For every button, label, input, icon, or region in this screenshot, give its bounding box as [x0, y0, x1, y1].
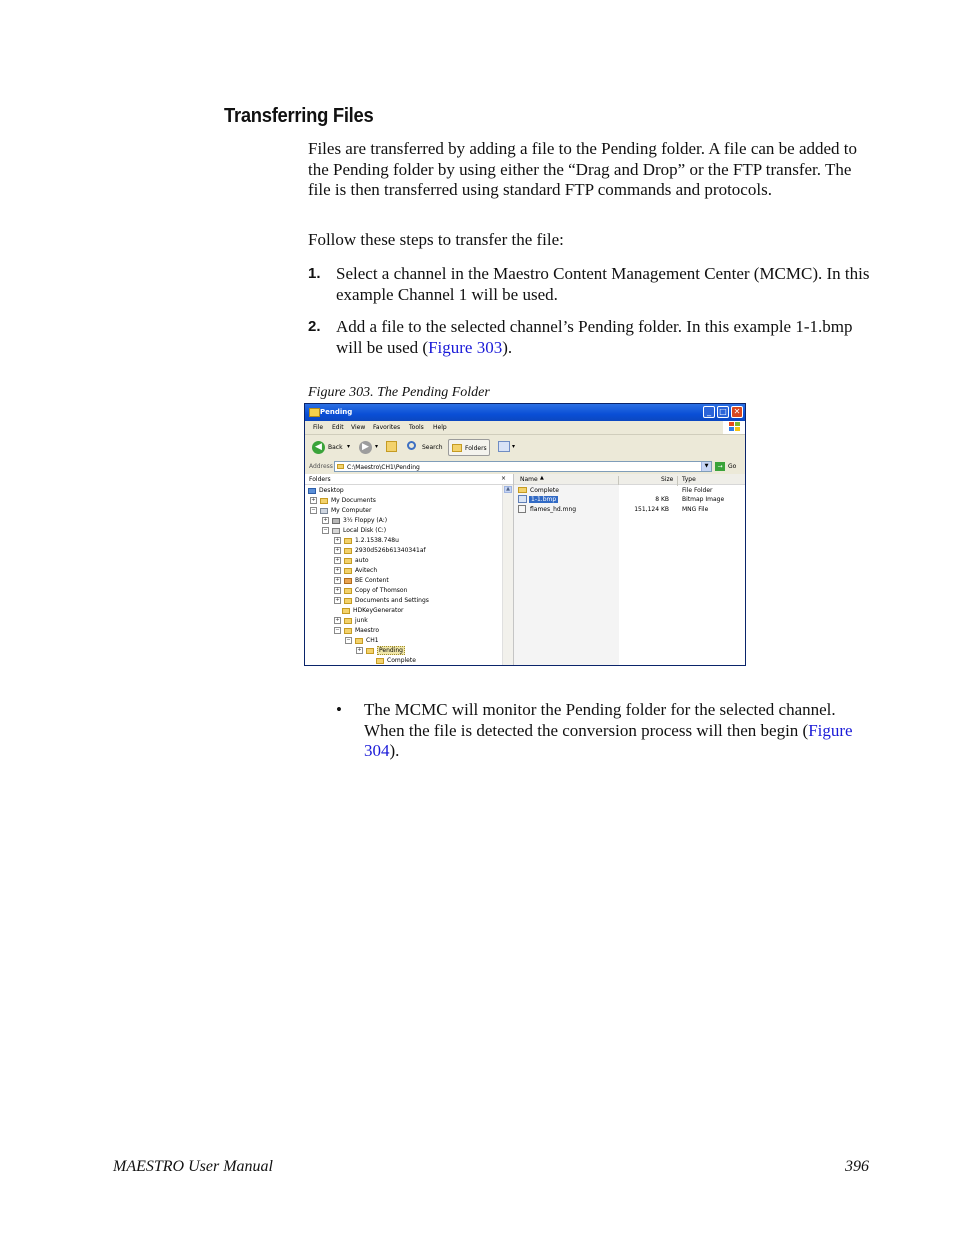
tree-item-label: 1.2.1538.748u	[355, 537, 399, 544]
footer-title: MAESTRO User Manual	[113, 1158, 273, 1175]
page-number: 396	[845, 1158, 869, 1175]
file-row-mng[interactable]	[514, 505, 745, 514]
back-dropdown-icon[interactable]: ▾	[347, 443, 351, 450]
folders-scrollbar[interactable]	[502, 485, 513, 665]
tree-item-label: Copy of Thomson	[355, 587, 408, 594]
folder-icon	[344, 568, 352, 574]
folder-icon	[344, 628, 352, 634]
step-2	[308, 316, 870, 358]
file-type: MNG File	[682, 506, 709, 513]
scroll-up-icon[interactable]: ▲	[504, 486, 512, 493]
figure-303-link[interactable]: Figure 303	[428, 338, 503, 357]
bullet-item	[336, 700, 870, 762]
address-input[interactable]	[334, 461, 712, 472]
menu-file[interactable]: File	[313, 424, 324, 431]
search-icon[interactable]	[407, 441, 416, 450]
tree-item-folder[interactable]	[342, 607, 403, 617]
tree-item-folder[interactable]	[334, 587, 407, 597]
disk-icon	[332, 528, 340, 534]
file-row-bmp[interactable]	[514, 495, 745, 504]
expand-icon[interactable]: +	[323, 517, 328, 523]
menu-tools[interactable]: Tools	[409, 424, 424, 431]
expand-icon[interactable]: +	[335, 577, 340, 583]
file-type: File Folder	[682, 487, 713, 494]
tree-item-label: My Computer	[331, 507, 372, 514]
bullet-text-after: ).	[389, 741, 400, 760]
file-name: flames_hd.mng	[530, 506, 577, 513]
go-label[interactable]: Go	[728, 463, 737, 470]
section-heading: Transferring Files	[224, 105, 374, 127]
tree-item-maestro[interactable]	[334, 627, 379, 637]
tree-item-label: 3½ Floppy (A:)	[343, 517, 388, 524]
up-folder-icon[interactable]	[386, 441, 397, 452]
file-list-pane	[514, 474, 745, 665]
tree-item-label: Avitech	[355, 567, 378, 574]
folders-icon	[452, 444, 462, 452]
step-2-text-before: Add a file to the selected channel’s Pending folder. In this example 1-1.bmp will be used (	[336, 317, 853, 357]
folder-icon	[342, 608, 350, 614]
tree-item-label: auto	[355, 557, 369, 564]
collapse-icon[interactable]: −	[323, 527, 328, 533]
expand-icon[interactable]: +	[335, 597, 340, 603]
tree-item-desktop[interactable]	[308, 487, 344, 497]
collapse-icon[interactable]: −	[311, 507, 316, 513]
folder-icon	[518, 487, 527, 493]
tree-item-label: junk	[355, 617, 368, 624]
desktop-icon	[308, 488, 316, 494]
window-title: Pending	[320, 408, 353, 416]
tree-item-label: Desktop	[319, 487, 344, 494]
back-arrow-icon[interactable]: ◀	[312, 441, 325, 454]
tree-item-folder[interactable]	[334, 537, 399, 547]
tree-item-pending[interactable]	[356, 647, 405, 657]
folders-button[interactable]	[448, 439, 490, 456]
step-1	[308, 263, 870, 305]
menu-bar	[305, 421, 745, 435]
folder-icon	[344, 618, 352, 624]
back-label[interactable]: Back	[328, 444, 343, 451]
menu-edit[interactable]: Edit	[332, 424, 344, 431]
computer-icon	[320, 508, 328, 514]
step-1-number: 1.	[308, 265, 321, 282]
follow-steps-text: Follow these steps to transfer the file:	[308, 230, 564, 249]
file-size: 8 KB	[655, 496, 669, 503]
tree-item-label: 2930d526b61340341af	[355, 547, 426, 554]
tree-item-label: CH1	[366, 637, 379, 644]
file-size: 151,124 KB	[634, 506, 669, 513]
expand-icon[interactable]: +	[335, 557, 340, 563]
maximize-button[interactable]: □	[717, 406, 729, 418]
folder-icon	[344, 578, 352, 584]
tree-item-label: BE Content	[355, 577, 389, 584]
bullet-symbol: •	[336, 700, 342, 719]
tree-item-complete[interactable]	[376, 657, 416, 666]
tree-item-folder[interactable]	[334, 597, 429, 607]
figure-304-link[interactable]: Figure 304	[364, 720, 853, 760]
expand-icon[interactable]: +	[335, 587, 340, 593]
sort-arrow-icon: ▲	[540, 475, 544, 481]
tree-item-label: Documents and Settings	[355, 597, 429, 604]
folder-icon	[344, 598, 352, 604]
collapse-icon[interactable]: −	[346, 637, 351, 643]
explorer-window-screenshot	[304, 403, 746, 666]
folders-pane-title: Folders	[309, 476, 331, 483]
address-label: Address	[309, 463, 333, 470]
bullet-text-before: The MCMC will monitor the Pending folder for the selected channel. When the file is detected the conversion process will then begin (	[364, 700, 836, 740]
tree-item-folder[interactable]	[334, 557, 369, 567]
tree-item-folder[interactable]	[334, 577, 389, 587]
expand-icon[interactable]: +	[311, 497, 316, 503]
column-type[interactable]: Type	[682, 476, 696, 483]
tree-item-my-computer[interactable]	[310, 507, 371, 517]
step-2-text	[336, 316, 870, 358]
tree-item-my-documents[interactable]	[310, 497, 376, 507]
folders-pane	[305, 474, 514, 665]
windows-logo-icon	[723, 421, 745, 434]
minimize-button[interactable]: _	[703, 406, 715, 418]
intro-paragraph: Files are transferred by adding a file to the Pending folder. A file can be added to the Pending folder by using either the “Drag and Drop” or the FTP transfer. The file is then transferred using standard FTP commands and protocols.	[308, 139, 858, 199]
folder-icon	[320, 498, 328, 504]
menu-view[interactable]: View	[351, 424, 366, 431]
folder-icon	[344, 588, 352, 594]
floppy-icon	[332, 518, 340, 524]
window-titlebar	[305, 404, 745, 421]
tree-item-folder[interactable]	[334, 567, 377, 577]
column-size[interactable]: Size	[661, 476, 674, 483]
tree-item-folder[interactable]	[334, 547, 426, 557]
expand-icon[interactable]: +	[335, 547, 340, 553]
expand-icon[interactable]: +	[335, 617, 340, 623]
folder-icon	[309, 408, 320, 417]
bullet-text	[364, 700, 870, 762]
tree-item-label: Pending	[379, 647, 403, 654]
views-dropdown-icon[interactable]: ▾	[512, 443, 516, 450]
file-name: 1-1.bmp	[531, 496, 557, 503]
address-value: C:\Maestro\CH1\Pending	[347, 464, 420, 471]
address-bar	[305, 460, 745, 475]
address-dropdown-icon[interactable]: ▼	[701, 462, 711, 471]
image-file-icon	[518, 495, 527, 503]
folder-icon	[366, 648, 374, 654]
tree-item-folder[interactable]	[334, 617, 368, 627]
expand-icon[interactable]: +	[357, 647, 362, 653]
go-arrow-icon[interactable]: →	[715, 462, 725, 471]
column-name[interactable]: Name	[520, 476, 538, 483]
views-icon[interactable]	[498, 441, 510, 452]
collapse-icon[interactable]: −	[335, 627, 340, 633]
tree-item-label: Local Disk (C:)	[343, 527, 387, 534]
toolbar	[305, 435, 745, 461]
tree-item-label: HDKeyGenerator	[353, 607, 404, 614]
file-name: Complete	[530, 487, 559, 494]
expand-icon[interactable]: +	[335, 537, 340, 543]
folder-icon	[344, 558, 352, 564]
tree-item-label: Complete	[387, 657, 416, 664]
file-type: Bitmap Image	[682, 496, 725, 503]
folder-icon	[376, 658, 384, 664]
expand-icon[interactable]: +	[335, 567, 340, 573]
menu-favorites[interactable]: Favorites	[373, 424, 401, 431]
tree-item-local-disk[interactable]	[322, 527, 386, 537]
search-label[interactable]: Search	[422, 444, 443, 451]
menu-help[interactable]: Help	[433, 424, 447, 431]
file-list-header	[514, 474, 745, 485]
folders-label: Folders	[465, 445, 487, 452]
forward-arrow-icon[interactable]: ▶	[359, 441, 372, 454]
file-icon	[518, 505, 526, 513]
file-row-complete[interactable]	[514, 486, 745, 495]
close-pane-icon[interactable]: ×	[501, 475, 507, 482]
step-1-text: Select a channel in the Maestro Content Management Center (MCMC). In this example Channel 1 will be used.	[336, 264, 870, 304]
folders-pane-header	[305, 474, 513, 485]
close-button[interactable]: ✕	[731, 406, 743, 418]
folder-icon	[344, 548, 352, 554]
step-2-text-after: ).	[502, 338, 513, 357]
tree-item-floppy[interactable]	[322, 517, 387, 527]
folder-icon	[355, 638, 363, 644]
figure-caption: Figure 303. The Pending Folder	[308, 385, 490, 400]
folder-icon	[344, 538, 352, 544]
tree-item-label: Maestro	[355, 627, 380, 634]
step-2-number: 2.	[308, 318, 321, 335]
tree-item-ch1[interactable]	[345, 637, 379, 647]
tree-item-label: My Documents	[331, 497, 376, 504]
folder-icon	[337, 464, 344, 469]
forward-dropdown-icon[interactable]: ▾	[375, 443, 379, 450]
